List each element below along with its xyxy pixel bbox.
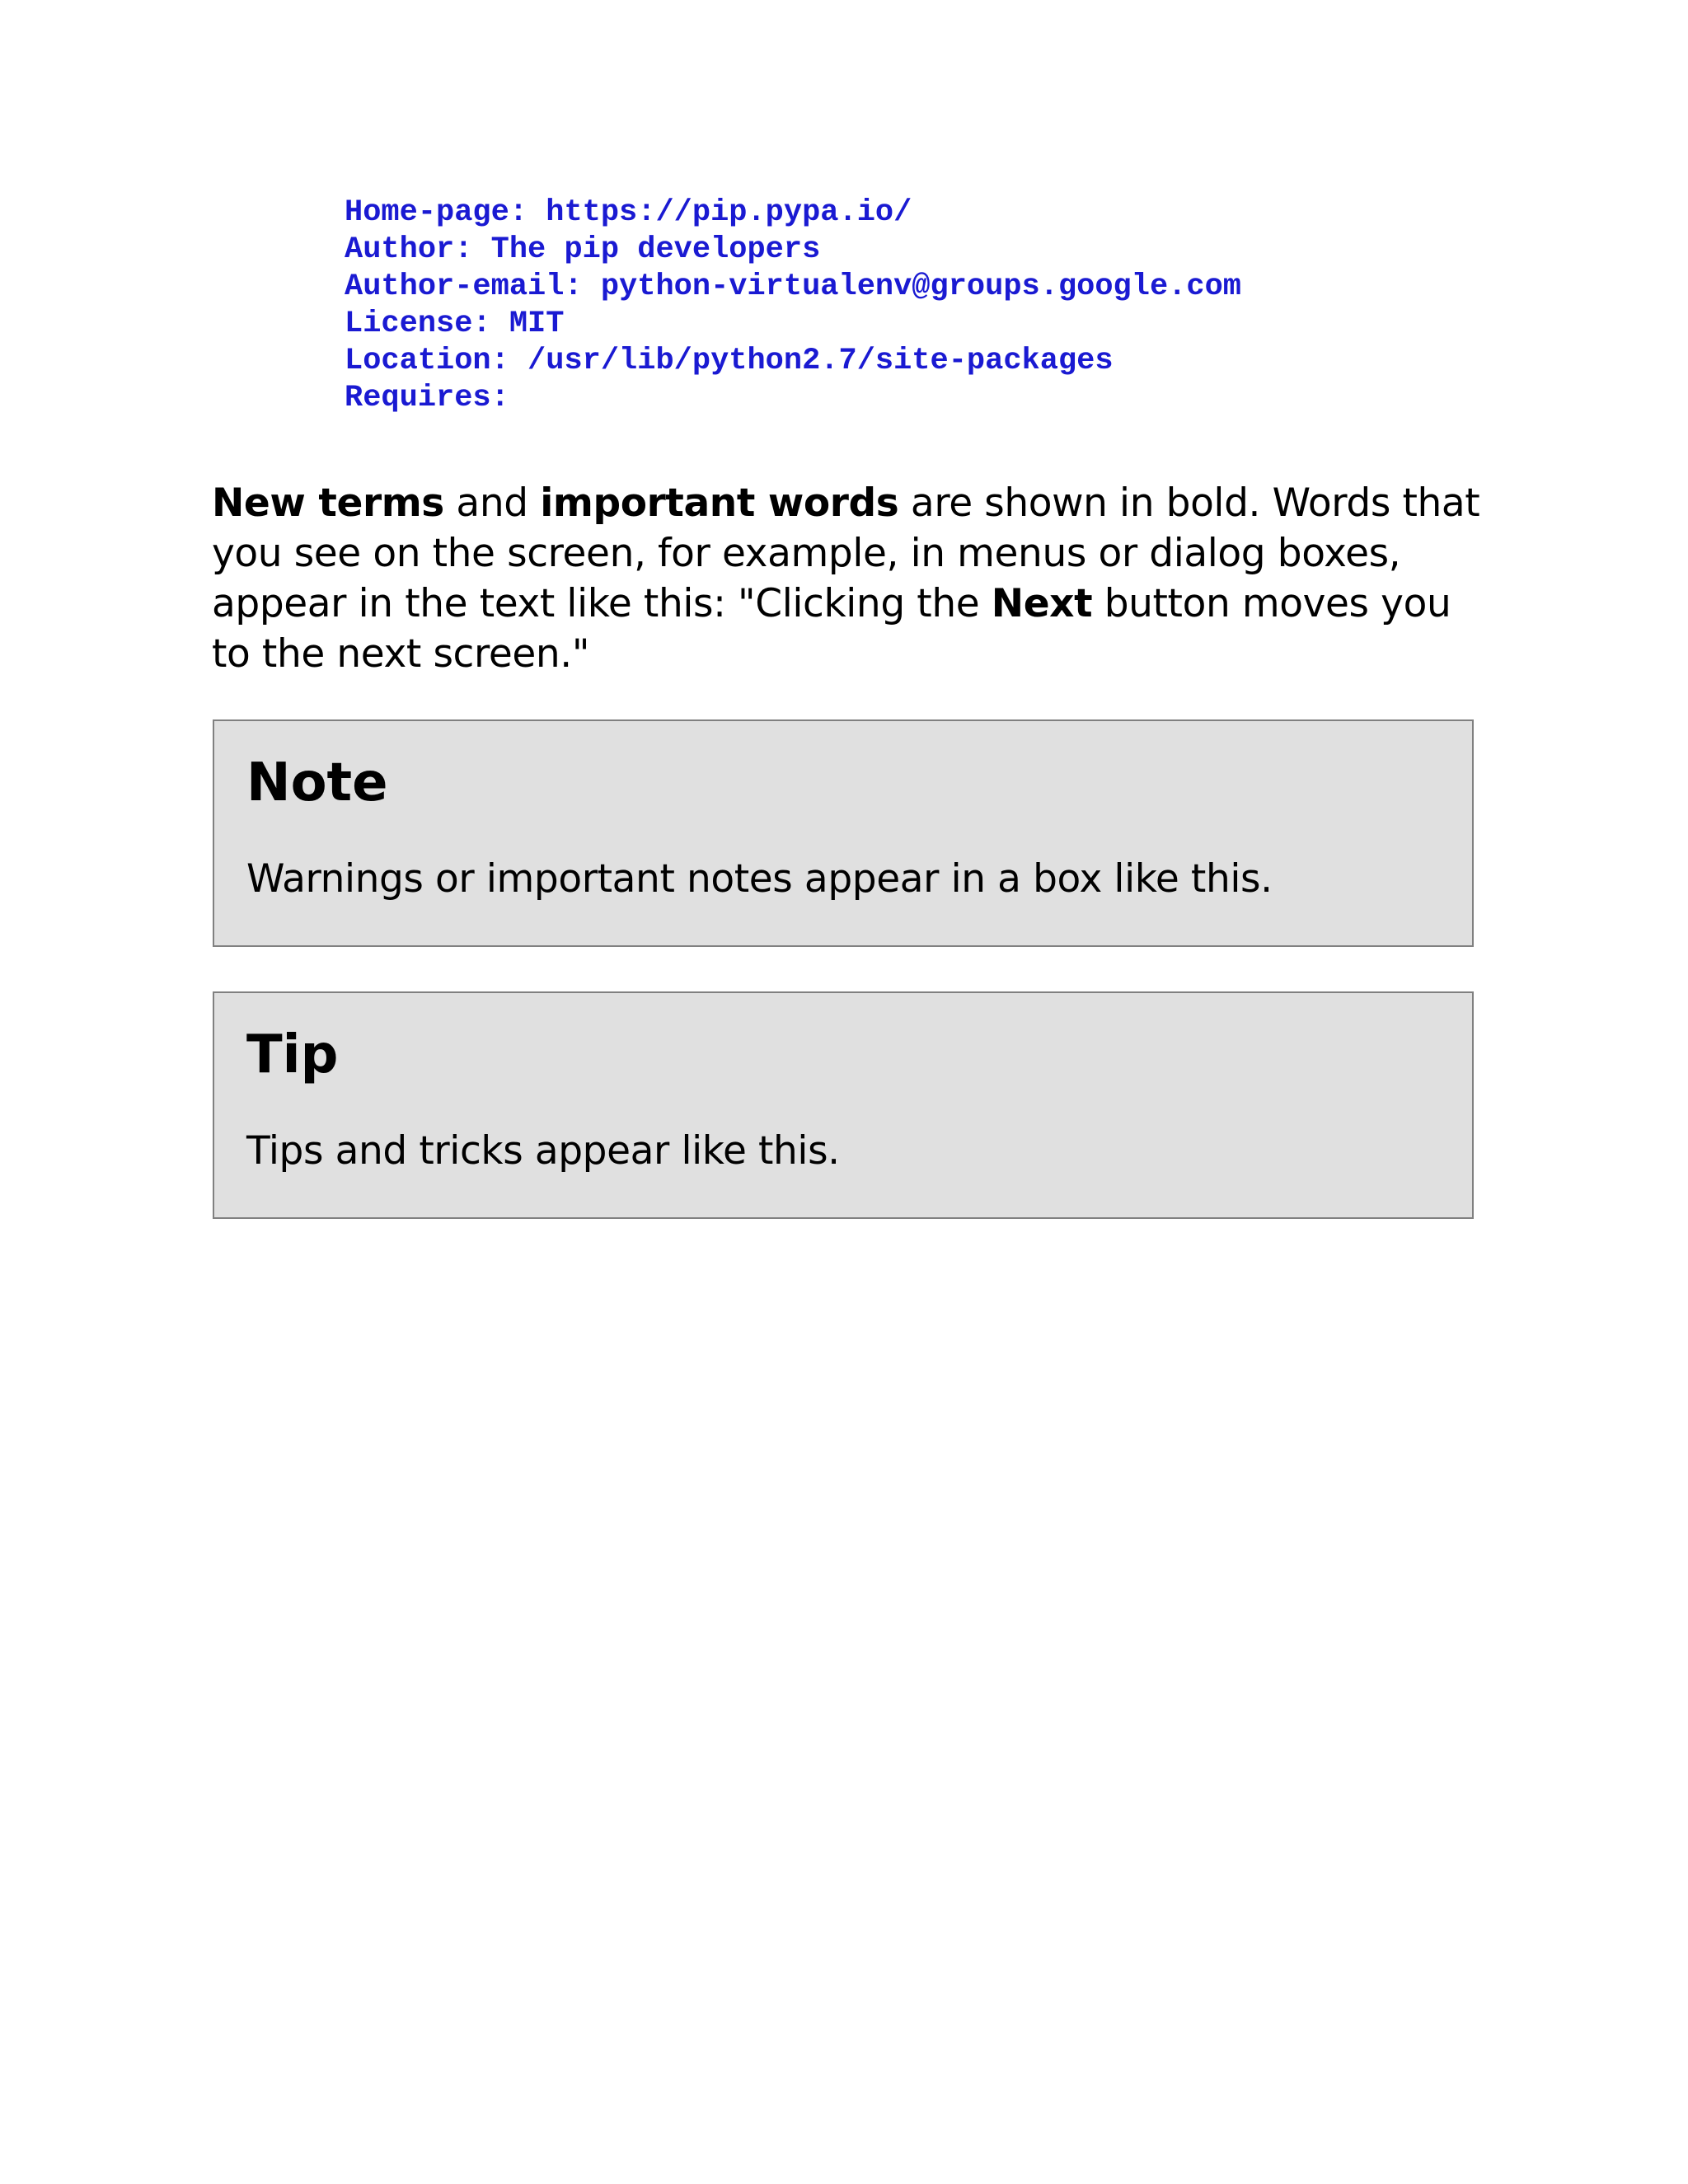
code-line-requires: Requires:: [345, 381, 509, 415]
note-box: [213, 719, 1474, 947]
tip-title: Tip: [246, 1024, 339, 1085]
conventions-paragraph: [212, 478, 1481, 679]
note-title: Note: [246, 752, 388, 813]
new-terms-bold: New terms: [212, 480, 444, 526]
tip-box: [213, 991, 1474, 1219]
code-block: [345, 194, 1241, 417]
conventions-text-middle: are shown in bold. Words that you see on the screen, for example, in menus or dialog boxes, appear in the text like this: "Clicking the: [212, 480, 1480, 626]
next-bold: Next: [991, 581, 1093, 626]
code-line-location: Location: /usr/lib/python2.7/site-packages: [345, 344, 1114, 378]
conventions-text-end: button moves you to the next screen.": [212, 581, 1451, 677]
code-line-author-email: Author-email: python-virtualenv@groups.google.com: [345, 269, 1241, 304]
conventions-text-and: and: [443, 480, 541, 526]
code-line-license: License: MIT: [345, 307, 565, 341]
code-line-author: Author: The pip developers: [345, 232, 821, 267]
important-words-bold: important words: [540, 480, 899, 526]
note-text: Warnings or important notes appear in a box like this.: [246, 856, 1273, 902]
code-line-home-page: Home-page: https://pip.pypa.io/: [345, 195, 912, 230]
tip-text: Tips and tricks appear like this.: [246, 1128, 840, 1174]
